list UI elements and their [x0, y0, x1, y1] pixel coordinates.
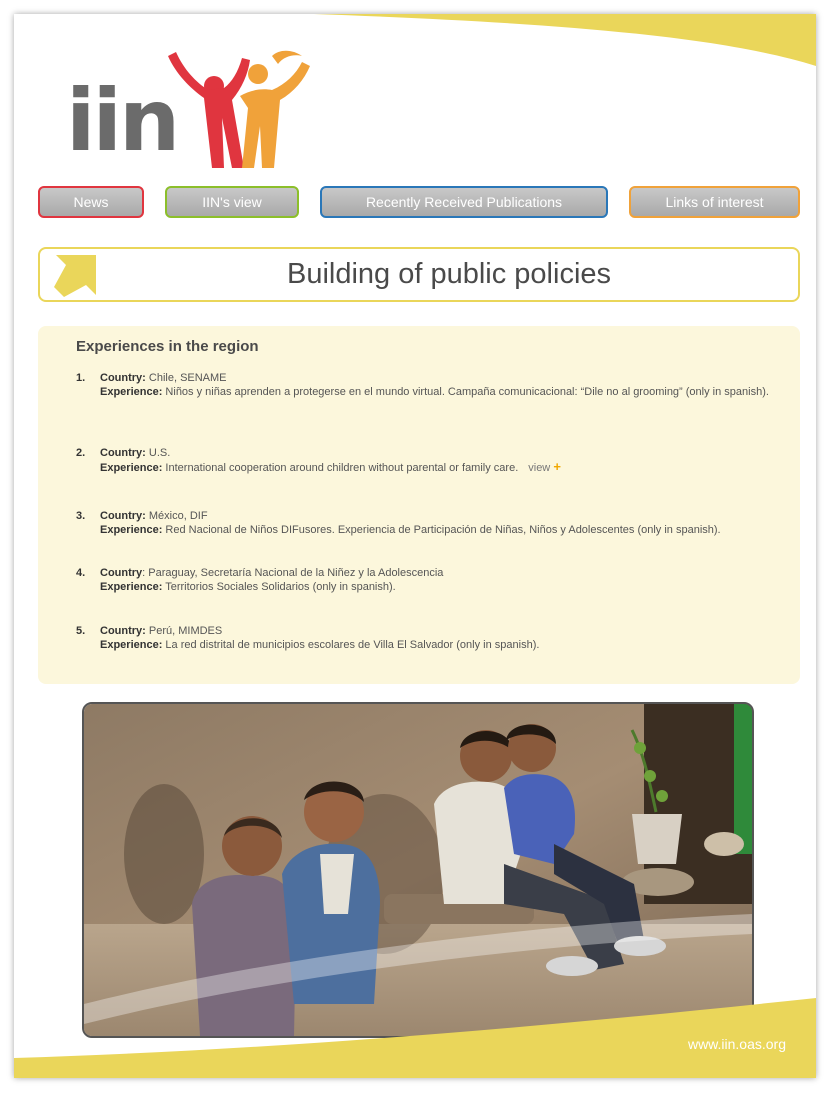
country-value: Chile, SENAME — [145, 372, 227, 384]
nav-publications-button[interactable]: Recently Received Publications — [320, 186, 608, 218]
country-value: México, DIF — [145, 510, 208, 522]
nav-news-button[interactable]: News — [38, 186, 144, 218]
section-title: Experiences in the region — [76, 338, 259, 355]
country-value: Perú, MIMDES — [145, 625, 223, 637]
nav-links-button[interactable]: Links of interest — [629, 186, 800, 218]
experience-value: Territorios Sociales Solidarios (only in spanish). — [162, 581, 396, 593]
list-item — [76, 566, 776, 594]
country-label: Country: — [100, 372, 146, 384]
arrow-up-right-icon — [52, 253, 98, 299]
country-value: : Paraguay, Secretaría Nacional de la Niñez y la Adolescencia — [142, 567, 444, 579]
experience-label: Experience: — [100, 524, 163, 536]
item-number: 5. — [76, 625, 86, 637]
list-item — [76, 371, 776, 399]
view-more-link[interactable] — [528, 459, 561, 474]
list-item — [76, 509, 776, 537]
experience-value: International cooperation around children without parental or family care. — [162, 462, 519, 474]
country-label: Country: — [100, 447, 146, 459]
experience-label: Experience: — [100, 581, 163, 593]
item-number: 4. — [76, 567, 86, 579]
view-link-text: view — [528, 462, 551, 474]
item-number: 2. — [76, 447, 86, 459]
page-frame — [14, 14, 816, 1078]
experience-value: Niños y niñas aprenden a protegerse en el mundo virtual. Campaña comunicacional: “Dile no al grooming” (only in spanish). — [162, 386, 769, 398]
experience-label: Experience: — [100, 386, 163, 398]
experience-label: Experience: — [100, 639, 163, 651]
country-value: U.S. — [145, 447, 171, 459]
page-title: Building of public policies — [286, 258, 612, 290]
experiences-panel — [38, 326, 800, 684]
title-bar — [38, 247, 800, 302]
experience-value: Red Nacional de Niños DIFusores. Experiencia de Participación de Niñas, Niños y Adolescentes (only in spanish). — [162, 524, 721, 536]
country-label: Country: — [100, 510, 146, 522]
list-item — [76, 624, 776, 652]
list-item — [76, 446, 776, 475]
iin-logo[interactable] — [62, 48, 302, 176]
country-label: Country — [100, 567, 143, 579]
experience-label: Experience: — [100, 462, 163, 474]
experience-value: La red distrital de municipios escolares de Villa El Salvador (only in spanish). — [162, 639, 540, 651]
children-figures-icon — [162, 48, 312, 176]
logo-text: iin — [66, 71, 178, 171]
item-number: 1. — [76, 372, 86, 384]
country-label: Country: — [100, 625, 146, 637]
nav-iins-view-button[interactable]: IIN's view — [165, 186, 299, 218]
item-number: 3. — [76, 510, 86, 522]
bottom-swoosh — [14, 988, 816, 1078]
footer-url-link[interactable]: www.iin.oas.org — [687, 1036, 786, 1052]
plus-icon: + — [553, 459, 561, 474]
